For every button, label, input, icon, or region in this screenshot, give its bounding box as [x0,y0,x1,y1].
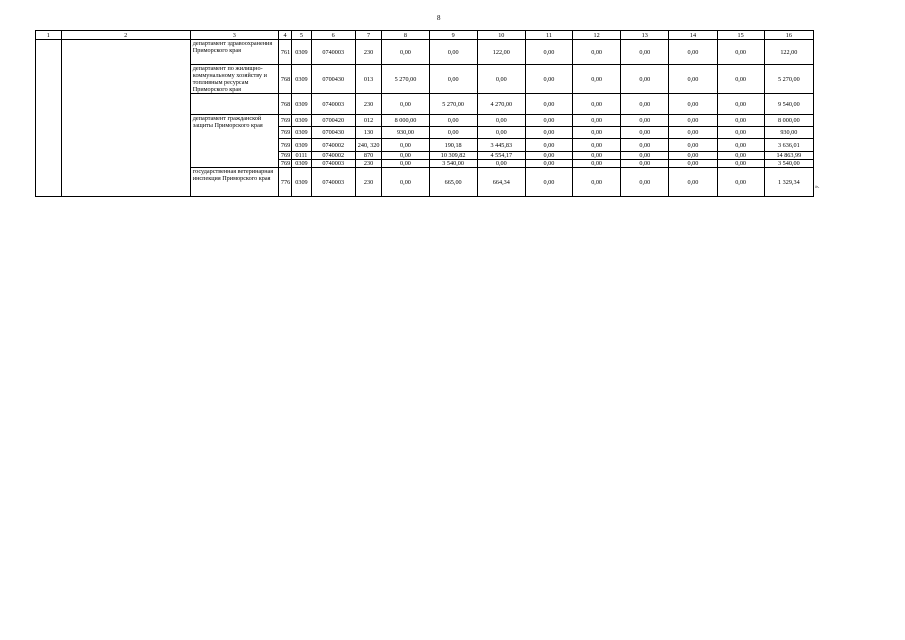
cell-c12: 0,00 [573,40,621,65]
cell-c5: 0309 [292,115,311,127]
cell-c11: 0,00 [525,40,572,65]
header-cell: 7 [355,31,382,40]
cell-c11: 0,00 [525,168,572,197]
recipient-name-cell [190,94,278,115]
col2-cell [61,40,190,197]
header-cell: 10 [477,31,525,40]
cell-c12: 0,00 [573,139,621,152]
cell-c6: 0740002 [311,139,355,152]
cell-c15: 0,00 [717,65,764,94]
cell-c7: 230 [355,168,382,197]
header-cell: 3 [190,31,278,40]
recipient-name-cell: департамент по жилищно-коммунальному хозяйству и топливным ресурсам Приморского края [190,65,278,94]
cell-c7: 230 [355,94,382,115]
cell-c9: 665,00 [429,168,477,197]
cell-c4: 769 [278,139,291,152]
cell-c16: 930,00 [764,127,813,139]
cell-c13: 0,00 [621,139,669,152]
cell-c12: 0,00 [573,168,621,197]
cell-c10: 3 445,83 [477,139,525,152]
cell-c9: 190,18 [429,139,477,152]
cell-c10: 664,34 [477,168,525,197]
cell-c8: 0,00 [382,40,429,65]
cell-c13: 0,00 [621,127,669,139]
header-cell: 14 [669,31,717,40]
cell-c14: 0,00 [669,65,717,94]
cell-c13: 0,00 [621,152,669,160]
cell-c11: 0,00 [525,94,572,115]
cell-c8: 5 270,00 [382,65,429,94]
cell-c5: 0309 [292,160,311,168]
cell-c14: 0,00 [669,40,717,65]
header-cell: 12 [573,31,621,40]
cell-c13: 0,00 [621,94,669,115]
cell-c11: 0,00 [525,65,572,94]
header-cell: 11 [525,31,572,40]
cell-c16: 3 540,00 [764,160,813,168]
header-cell: 13 [621,31,669,40]
cell-c15: 0,00 [717,94,764,115]
cell-c4: 769 [278,152,291,160]
cell-c15: 0,00 [717,115,764,127]
header-cell: 6 [311,31,355,40]
header-cell: 9 [429,31,477,40]
cell-c8: 930,00 [382,127,429,139]
cell-c8: 0,00 [382,160,429,168]
cell-c10: 0,00 [477,160,525,168]
cell-c14: 0,00 [669,168,717,197]
cell-c7: 870 [355,152,382,160]
cell-c11: 0,00 [525,115,572,127]
header-cell: 16 [764,31,813,40]
cell-c12: 0,00 [573,115,621,127]
header-cell: 1 [36,31,62,40]
cell-c14: 0,00 [669,94,717,115]
cell-c6: 0700430 [311,127,355,139]
header-cell: 8 [382,31,429,40]
cell-c4: 761 [278,40,291,65]
cell-c16: 14 863,99 [764,152,813,160]
cell-c4: 769 [278,127,291,139]
cell-c4: 768 [278,65,291,94]
cell-c7: 230 [355,40,382,65]
cell-c13: 0,00 [621,160,669,168]
cell-c11: 0,00 [525,139,572,152]
cell-c4: 768 [278,94,291,115]
header-cell: 2 [61,31,190,40]
cell-c5: 0309 [292,65,311,94]
cell-c6: 0700430 [311,65,355,94]
cell-c5: 0309 [292,139,311,152]
cell-c4: 776 [278,168,291,197]
cell-c10: 0,00 [477,115,525,127]
cell-c12: 0,00 [573,94,621,115]
cell-c8: 0,00 [382,168,429,197]
cell-c8: 0,00 [382,139,429,152]
cell-c15: 0,00 [717,40,764,65]
cell-c9: 0,00 [429,40,477,65]
cell-c12: 0,00 [573,127,621,139]
cell-c7: 240, 320 [355,139,382,152]
cell-c10: 122,00 [477,40,525,65]
cell-c8: 0,00 [382,152,429,160]
cell-c9: 5 270,00 [429,94,477,115]
cell-c7: 230 [355,160,382,168]
cell-c7: 130 [355,127,382,139]
cell-c6: 0740003 [311,94,355,115]
cell-c13: 0,00 [621,40,669,65]
cell-c16: 9 540,00 [764,94,813,115]
cell-c5: 0111 [292,152,311,160]
page-number: 8 [437,14,441,22]
cell-c4: 769 [278,160,291,168]
cell-c11: 0,00 [525,152,572,160]
cell-c16: 1 329,34 [764,168,813,197]
cell-c8: 0,00 [382,94,429,115]
cell-c14: 0,00 [669,139,717,152]
cell-c4: 769 [278,115,291,127]
cell-c6: 0740003 [311,40,355,65]
table-row [36,40,814,65]
cell-c16: 8 000,00 [764,115,813,127]
cell-c9: 0,00 [429,127,477,139]
cell-c6: 0700420 [311,115,355,127]
cell-c6: 0740003 [311,168,355,197]
cell-c9: 0,00 [429,115,477,127]
cell-c10: 0,00 [477,65,525,94]
cell-c16: 5 270,00 [764,65,813,94]
recipient-name-cell: департамент гражданской защиты Приморского края [190,115,278,168]
cell-c15: 0,00 [717,160,764,168]
cell-c14: 0,00 [669,160,717,168]
cell-c11: 0,00 [525,160,572,168]
cell-c6: 0740002 [311,152,355,160]
cell-c5: 0309 [292,127,311,139]
cell-c11: 0,00 [525,127,572,139]
cell-c5: 0309 [292,168,311,197]
cell-c6: 0740003 [311,160,355,168]
cell-c13: 0,00 [621,168,669,197]
cell-c9: 3 540,00 [429,160,477,168]
cell-c8: 8 000,00 [382,115,429,127]
cell-c16: 122,00 [764,40,813,65]
cell-c9: 0,00 [429,65,477,94]
cell-c12: 0,00 [573,152,621,160]
budget-table [35,30,814,197]
cell-c9: 10 309,82 [429,152,477,160]
cell-c7: 012 [355,115,382,127]
cell-c15: 0,00 [717,139,764,152]
col1-cell [36,40,62,197]
header-cell: 15 [717,31,764,40]
cell-c13: 0,00 [621,65,669,94]
end-quote-mark: ». [815,184,820,190]
header-cell: 4 [278,31,291,40]
cell-c10: 0,00 [477,127,525,139]
cell-c15: 0,00 [717,127,764,139]
recipient-name-cell: департамент здравоохранения Приморского края [190,40,278,65]
cell-c10: 4 270,00 [477,94,525,115]
cell-c5: 0309 [292,40,311,65]
cell-c10: 4 554,17 [477,152,525,160]
recipient-name-cell: государственная ветеринарная инспекция Приморского края [190,168,278,197]
cell-c12: 0,00 [573,65,621,94]
header-cell: 5 [292,31,311,40]
cell-c5: 0309 [292,94,311,115]
cell-c15: 0,00 [717,152,764,160]
cell-c13: 0,00 [621,115,669,127]
cell-c14: 0,00 [669,127,717,139]
header-row [36,31,814,40]
cell-c12: 0,00 [573,160,621,168]
cell-c16: 3 636,01 [764,139,813,152]
cell-c15: 0,00 [717,168,764,197]
cell-c14: 0,00 [669,152,717,160]
cell-c7: 013 [355,65,382,94]
cell-c14: 0,00 [669,115,717,127]
